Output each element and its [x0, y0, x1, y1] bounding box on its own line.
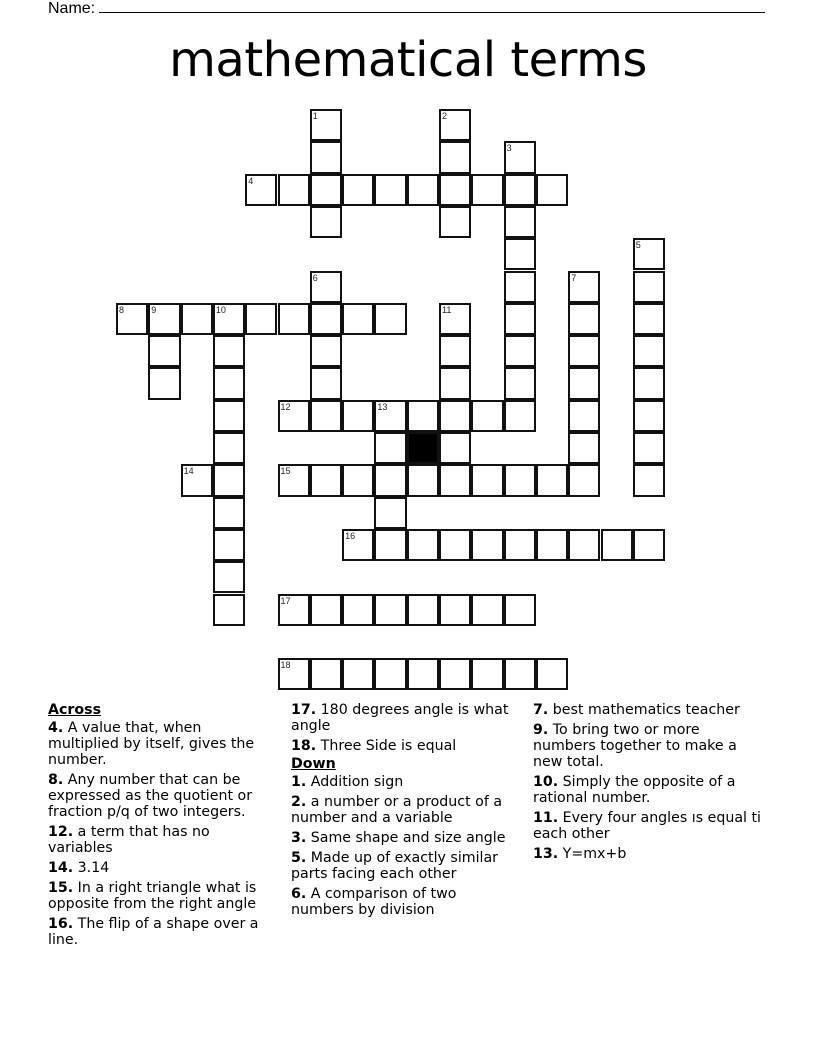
grid-cell[interactable]: [439, 658, 471, 690]
grid-cell[interactable]: [181, 464, 213, 496]
grid-cell[interactable]: [504, 303, 536, 335]
grid-cell[interactable]: [504, 529, 536, 561]
grid-cell[interactable]: [310, 400, 342, 432]
grid-cell[interactable]: [439, 367, 471, 399]
grid-cell[interactable]: [213, 367, 245, 399]
grid-cell[interactable]: [374, 432, 406, 464]
grid-cell[interactable]: [374, 497, 406, 529]
clue-number: 8: [119, 304, 125, 315]
clue-down-1: 1. Addition sign: [291, 774, 404, 790]
grid-cell[interactable]: [310, 464, 342, 496]
grid-cell[interactable]: [439, 594, 471, 626]
grid-cell[interactable]: [536, 464, 568, 496]
grid-cell[interactable]: [633, 464, 665, 496]
clue-number: 3: [506, 143, 512, 154]
grid-cell[interactable]: [504, 658, 536, 690]
grid-cell[interactable]: [148, 303, 180, 335]
clue-down-3: 3. Same shape and size angle: [291, 830, 506, 846]
grid-cell[interactable]: [407, 594, 439, 626]
grid-cell[interactable]: [278, 464, 310, 496]
grid-cell[interactable]: [181, 303, 213, 335]
clue-number: 14: [183, 466, 194, 477]
grid-cell[interactable]: [471, 658, 503, 690]
clues-column-1: [48, 702, 274, 952]
grid-cell[interactable]: [504, 367, 536, 399]
grid-cell[interactable]: [407, 658, 439, 690]
clue-down-2: 2. a number or a product of a number and a variable: [291, 794, 503, 826]
grid-cell[interactable]: [245, 174, 277, 206]
grid-cell[interactable]: [148, 367, 180, 399]
grid-cell[interactable]: [213, 561, 245, 593]
grid-cell[interactable]: [633, 432, 665, 464]
grid-cell[interactable]: [213, 529, 245, 561]
grid-cell[interactable]: [568, 400, 600, 432]
grid-cell[interactable]: [342, 464, 374, 496]
clue-number: 17: [280, 595, 291, 606]
grid-cell[interactable]: [213, 303, 245, 335]
grid-cell[interactable]: [504, 335, 536, 367]
grid-cell[interactable]: [439, 335, 471, 367]
clues-column-2: [291, 702, 523, 922]
grid-cell[interactable]: [633, 529, 665, 561]
clue-number: 11: [442, 304, 452, 315]
grid-cell[interactable]: [213, 432, 245, 464]
grid-cell[interactable]: [407, 464, 439, 496]
grid-cell[interactable]: [310, 271, 342, 303]
grid-cell[interactable]: [536, 174, 568, 206]
clue-number: 18: [280, 660, 291, 671]
clue-down-10: 10. Simply the opposite of a rational number.: [533, 774, 736, 806]
grid-cell[interactable]: [504, 271, 536, 303]
clue-across-17: 17. 180 degrees angle is what angle: [291, 702, 509, 734]
grid-cell[interactable]: [310, 367, 342, 399]
grid-cell[interactable]: [342, 303, 374, 335]
grid-cell[interactable]: [374, 658, 406, 690]
grid-cell[interactable]: [633, 367, 665, 399]
across-heading: Across: [48, 702, 102, 718]
grid-cell[interactable]: [407, 529, 439, 561]
clue-across-14: 14. 3.14: [48, 860, 110, 876]
grid-cell[interactable]: [278, 400, 310, 432]
grid-cell[interactable]: [504, 400, 536, 432]
grid-cell[interactable]: [504, 206, 536, 238]
clue-number: 16: [345, 530, 356, 541]
clue-number: 6: [312, 272, 318, 283]
clue-across-16: 16. The flip of a shape over a line.: [48, 916, 259, 948]
grid-cell[interactable]: [568, 432, 600, 464]
grid-cell[interactable]: [278, 594, 310, 626]
clue-number: 12: [280, 401, 291, 412]
grid-cell[interactable]: [504, 594, 536, 626]
grid-cell[interactable]: [439, 464, 471, 496]
grid-cell[interactable]: [633, 238, 665, 270]
grid-cell[interactable]: [439, 529, 471, 561]
clues-column-3: [533, 702, 761, 866]
grid-cell[interactable]: [471, 529, 503, 561]
grid-cell[interactable]: [310, 141, 342, 173]
grid-cell[interactable]: [374, 303, 406, 335]
clue-down-5: 5. Made up of exactly similar parts facing each other: [291, 850, 498, 882]
grid-cell[interactable]: [374, 594, 406, 626]
clue-down-9: 9. To bring two or more numbers together to make a new total.: [533, 722, 737, 770]
grid-cell[interactable]: [310, 109, 342, 141]
down-heading: Down: [291, 756, 336, 772]
grid-cell[interactable]: [439, 400, 471, 432]
grid-cell[interactable]: [439, 206, 471, 238]
grid-cell[interactable]: [568, 464, 600, 496]
grid-cell[interactable]: [504, 174, 536, 206]
clue-number: 15: [280, 466, 291, 477]
grid-cell[interactable]: [213, 594, 245, 626]
grid-cell[interactable]: [568, 303, 600, 335]
grid-cell[interactable]: [148, 335, 180, 367]
grid-cell[interactable]: [568, 529, 600, 561]
grid-cell[interactable]: [568, 271, 600, 303]
grid-cell[interactable]: [439, 141, 471, 173]
page-title: mathematical terms: [169, 32, 647, 88]
grid-cell[interactable]: [310, 335, 342, 367]
grid-cell[interactable]: [245, 303, 277, 335]
clue-number: 9: [151, 304, 157, 315]
clue-down-7: 7. best mathematics teacher: [533, 702, 740, 718]
grid-cell[interactable]: [310, 658, 342, 690]
clue-down-13: 13. Y=mx+b: [533, 846, 627, 862]
grid-cell[interactable]: [504, 141, 536, 173]
clue-across-4: 4. A value that, when multiplied by itself, gives the number.: [48, 720, 255, 768]
grid-cell[interactable]: [633, 400, 665, 432]
grid-cell[interactable]: [278, 303, 310, 335]
grid-cell[interactable]: [213, 497, 245, 529]
grid-cell[interactable]: [342, 174, 374, 206]
grid-cell[interactable]: [342, 658, 374, 690]
grid-cell[interactable]: [310, 594, 342, 626]
clue-number: 2: [442, 111, 448, 121]
grid-cell[interactable]: [374, 400, 406, 432]
clue-number: 7: [571, 272, 577, 283]
grid-cell[interactable]: [536, 529, 568, 561]
grid-cell[interactable]: [374, 529, 406, 561]
grid-cell[interactable]: [439, 109, 471, 141]
grid-cell[interactable]: [374, 174, 406, 206]
clue-number: 10: [215, 304, 226, 315]
clue-across-12: 12. a term that has no variables: [48, 824, 210, 856]
grid-cell[interactable]: [439, 303, 471, 335]
grid-cell[interactable]: [407, 174, 439, 206]
clue-number: 13: [377, 401, 388, 412]
grid-cell[interactable]: [504, 464, 536, 496]
grid-cell[interactable]: [633, 335, 665, 367]
grid-cell[interactable]: [633, 271, 665, 303]
grid-cell[interactable]: [471, 400, 503, 432]
grid-cell[interactable]: [439, 174, 471, 206]
grid-cell[interactable]: [601, 529, 633, 561]
grid-cell[interactable]: [342, 594, 374, 626]
clue-across-15: 15. In a right triangle what is opposite from the right angle: [48, 880, 257, 912]
grid-cell[interactable]: [310, 174, 342, 206]
grid-cell[interactable]: [342, 400, 374, 432]
clue-across-8: 8. Any number that can be expressed as the quotient or fraction p/q of two integers.: [48, 772, 253, 820]
grid-cell[interactable]: [342, 529, 374, 561]
clue-down-6: 6. A comparison of two numbers by division: [291, 886, 457, 918]
clue-down-11: 11. Every four angles ıs equal ti each other: [533, 810, 761, 842]
grid-cell[interactable]: [310, 303, 342, 335]
grid-cell[interactable]: [213, 400, 245, 432]
grid-cell[interactable]: [633, 303, 665, 335]
grid-cell[interactable]: [213, 335, 245, 367]
grid-cell[interactable]: [278, 658, 310, 690]
grid-cell[interactable]: [568, 335, 600, 367]
grid-cell[interactable]: [116, 303, 148, 335]
clue-number: 4: [248, 175, 254, 186]
name-label: Name:: [48, 0, 96, 17]
grid-cell[interactable]: [439, 432, 471, 464]
black-cell: [407, 432, 439, 464]
grid-cell[interactable]: [504, 238, 536, 270]
clue-number: 1: [312, 111, 318, 121]
grid-cell[interactable]: [471, 464, 503, 496]
grid-cell[interactable]: [278, 174, 310, 206]
grid-cell[interactable]: [471, 174, 503, 206]
grid-cell[interactable]: [374, 464, 406, 496]
grid-cell[interactable]: [536, 658, 568, 690]
grid-cell[interactable]: [568, 367, 600, 399]
grid-cell[interactable]: [213, 464, 245, 496]
grid-cell[interactable]: [310, 206, 342, 238]
grid-cell[interactable]: [471, 594, 503, 626]
clue-number: 5: [635, 240, 641, 251]
grid-cell[interactable]: [407, 400, 439, 432]
clue-across-18: 18. Three Side is equal: [291, 738, 457, 754]
